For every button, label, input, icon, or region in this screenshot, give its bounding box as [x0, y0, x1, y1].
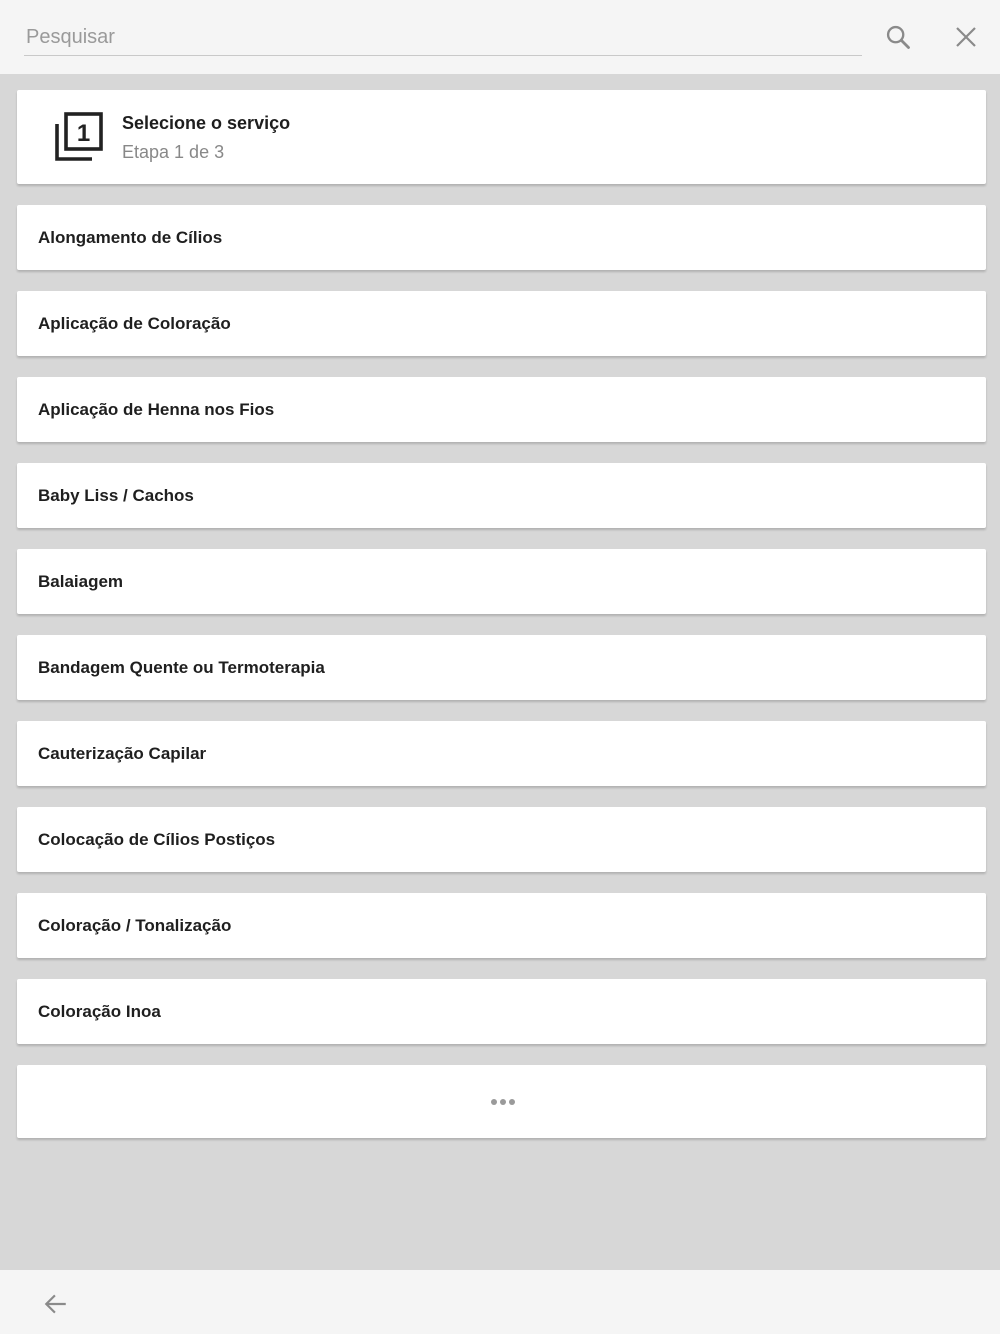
service-item[interactable] — [17, 893, 986, 958]
arrow-back-icon — [43, 1291, 69, 1317]
close-icon — [954, 25, 978, 49]
service-list — [17, 90, 986, 1138]
service-item[interactable] — [17, 377, 986, 442]
service-item-label: Balaiagem — [38, 571, 124, 591]
step-subtitle: Etapa 1 de 3 — [122, 142, 225, 162]
service-item-label: Coloração Inoa — [38, 1001, 161, 1021]
load-more-button[interactable] — [17, 1065, 986, 1138]
service-item-label: Bandagem Quente ou Termoterapia — [38, 657, 325, 677]
service-item[interactable] — [17, 205, 986, 270]
filter-1-icon — [53, 111, 105, 163]
service-item[interactable] — [17, 635, 986, 700]
more-horiz-icon — [491, 1099, 515, 1105]
service-item[interactable] — [17, 291, 986, 356]
service-item-label: Alongamento de Cílios — [38, 227, 223, 247]
search-bar — [0, 0, 1000, 74]
service-item[interactable] — [17, 807, 986, 872]
service-item-label: Cauterização Capilar — [38, 743, 207, 763]
service-item[interactable] — [17, 979, 986, 1044]
search-button[interactable] — [878, 17, 918, 57]
step-title: Selecione o serviço — [122, 113, 291, 133]
step-number: 1 — [76, 120, 91, 147]
bottom-bar — [0, 1270, 1000, 1334]
service-item-label: Baby Liss / Cachos — [38, 485, 194, 505]
back-button[interactable] — [36, 1284, 76, 1324]
service-item-label: Aplicação de Coloração — [38, 313, 231, 333]
service-item[interactable] — [17, 463, 986, 528]
service-item[interactable] — [17, 549, 986, 614]
search-input[interactable] — [24, 18, 862, 55]
search-icon — [884, 23, 912, 51]
close-button[interactable] — [946, 17, 986, 57]
service-item-label: Aplicação de Henna nos Fios — [38, 399, 275, 419]
service-item-label: Colocação de Cílios Postiços — [38, 829, 276, 849]
service-item-label: Coloração / Tonalização — [38, 915, 232, 935]
search-field — [24, 18, 862, 56]
service-item[interactable] — [17, 721, 986, 786]
step-header-card — [17, 90, 986, 184]
